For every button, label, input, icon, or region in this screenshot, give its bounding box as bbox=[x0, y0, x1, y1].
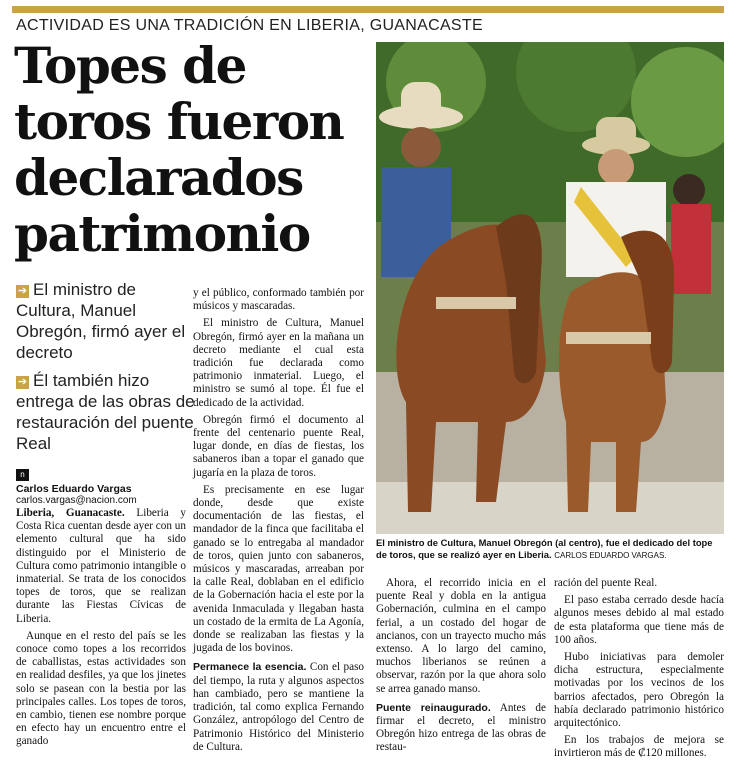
paragraph: Obregón firmó el documento al frente del centenario puente Real, lugar donde, en días de fiestas, los sabaneros iban a topar el ganado que jugaría en la plaza de toros. bbox=[193, 413, 364, 479]
caption-text: El ministro de Cultura, Manuel Obregón (al centro), fue el dedicado del tope de toros, que se realizó ayer en Liberia. bbox=[376, 537, 713, 560]
caption-credit: CARLOS EDUARDO VARGAS. bbox=[554, 551, 667, 560]
paragraph: El paso estaba cerrado desde hacía algunos meses debido al mal estado de esta plataforma que tiene más de 100 años. bbox=[554, 594, 724, 646]
paragraph: Liberia y Costa Rica cuentan desde ayer con un elemento cultural que ha sido distinguido por el Ministerio de Cultura como patrimonio intangible o inmaterial. Se trata de los conocidos topes de toros, que se realizan durante las Fiestas Cívicas de Liberia. bbox=[16, 507, 186, 625]
paragraph: ración del puente Real. bbox=[554, 577, 658, 589]
paragraph: Con el paso del tiempo, la ruta y algunos aspectos han cambiado, pero se mantiene la tradición, tal como explica Fernando González, antropólogo del Centro de Patrimonio Histórico del Ministerio de Cultura. bbox=[193, 661, 365, 753]
paragraph: Hubo iniciativas para demoler dicha estructura, especialmente motivadas por los vecinos de los barrios afectados, pero Obregón la había declarado patrimonio histórico arquitectónico. bbox=[554, 651, 724, 730]
photo-riders-on-horseback bbox=[376, 42, 724, 534]
paragraph: En los trabajos de mejora se invirtieron más de ₡120 millones. bbox=[554, 734, 724, 760]
article-kicker: ACTIVIDAD ES UNA TRADICIÓN EN LIBERIA, GUANACASTE bbox=[16, 17, 483, 34]
byline-author: Carlos Eduardo Vargas bbox=[16, 483, 132, 495]
paragraph: Aunque en el resto del país se les conoce como topes a los recorridos de caballistas, estas actividades son en realidad desfiles, ya que los jinetes solo se pasean con la bestia por las principales calles. Los topes de toros, en cambio, tienen ese nombre porque en efecto hay un encuentro entre el ganado bbox=[16, 629, 186, 748]
subheading: Puente reinaugurado. bbox=[376, 701, 491, 714]
deck-item-2 bbox=[16, 370, 196, 454]
deck-text-2: Él también hizo entrega de las obras de restauración del puente Real bbox=[16, 371, 195, 453]
body-column-2 bbox=[193, 287, 364, 758]
deck-text-1: El ministro de Cultura, Manuel Obregón, firmó ayer el decreto bbox=[16, 280, 186, 362]
article-headline: Topes de toros fueron declarados patrimonio bbox=[14, 36, 344, 263]
paragraph: Es precisamente en ese lugar donde, desde que existe documentación de las fiestas, el mandador de la finca que facilitaba el ganado se lo entregaba al mandador de toros, quien junto con sabaneros, músicos y mascaradas, arreaban por la calle Real, doblaban en el edificio de la Gobernación hacia el este por la avenida Inmaculada y llegaban hasta un costado de la ermita de La Agonía, donde se realizaban las fiestas y la jugada de los bovinos. bbox=[193, 483, 364, 655]
body-column-1 bbox=[16, 507, 186, 753]
arrow-right-icon: ➔ bbox=[17, 285, 28, 297]
photo-caption bbox=[376, 537, 724, 562]
byline-email[interactable]: carlos.vargas@nacion.com bbox=[16, 495, 137, 506]
top-accent-bar bbox=[12, 6, 724, 13]
subheading: Permanece la esencia. bbox=[193, 661, 307, 674]
newspaper-logo-icon: n bbox=[16, 469, 29, 481]
paragraph: Ahora, el recorrido inicia en el puente Real y dobla en la antigua Gobernación, culmina en el campo ferial, a un costado del hogar de ancianos, con un trayecto mucho más extenso. A lo largo del camino, muchos liberianos se reúnen a observar, razón por la que ahora solo se arrea ganado manso. bbox=[376, 577, 546, 695]
paragraph: Antes de firmar el decreto, el ministro Obregón hizo entrega de las obras de restau- bbox=[376, 701, 546, 754]
deck-item-1 bbox=[16, 279, 196, 363]
paragraph: y el público, conformado también por músicos y mascaradas. bbox=[193, 287, 364, 313]
article-photo bbox=[376, 42, 724, 534]
arrow-right-icon: ➔ bbox=[17, 376, 28, 388]
body-column-4 bbox=[554, 577, 724, 765]
body-column-3 bbox=[376, 577, 546, 759]
paragraph: El ministro de Cultura, Manuel Obregón, firmó ayer en la mañana un decreto mediante el cual esta tradición fue declarada como patrimonio inmaterial. Luego, el ministro se sumó al tope. Él fue el dedicado de la actividad. bbox=[193, 317, 364, 409]
dateline: Liberia, Guanacaste. bbox=[16, 507, 125, 519]
